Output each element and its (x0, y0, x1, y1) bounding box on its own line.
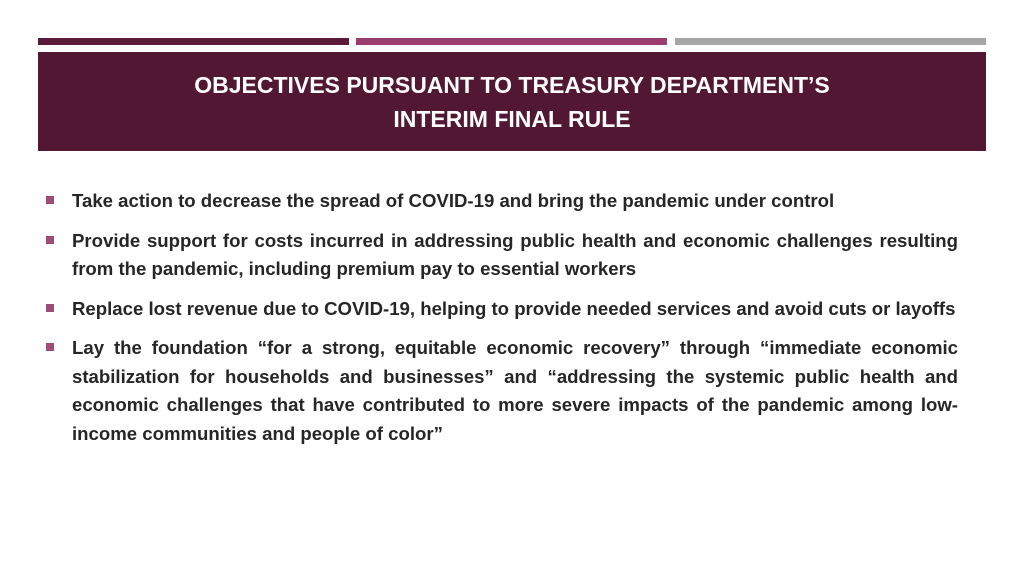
bullet-item (46, 227, 958, 284)
title-line-2: INTERIM FINAL RULE (393, 105, 631, 132)
title-band (38, 52, 986, 151)
title-line-1: OBJECTIVES PURSUANT TO TREASURY DEPARTMENT’S (194, 71, 830, 98)
bullet-item (46, 295, 958, 324)
bullet-text: Replace lost revenue due to COVID-19, helping to provide needed services and avoid cuts or layoffs (72, 297, 956, 319)
bullet-text: Take action to decrease the spread of COVID-19 and bring the pandemic under control (72, 190, 835, 211)
bullet-text: Lay the foundation “for a strong, equitable economic recovery” through “immediate economic stabilization for households and businesses” and “addressing the systemic public health and economic challenges that have contributed to more severe impacts of the pandemic among low-income communities and people of color” (72, 337, 958, 444)
square-bullet-icon (46, 236, 54, 244)
accent-bar-left (38, 38, 349, 45)
bullet-text: Provide support for costs incurred in addressing public health and economic challenges resulting from the pandemic, including premium pay to essential workers (72, 229, 958, 279)
bullet-item (46, 187, 958, 216)
accent-bar-right (675, 38, 986, 45)
square-bullet-icon (46, 343, 54, 351)
bullet-item (46, 334, 958, 448)
slide-title (162, 68, 862, 136)
bullet-list (46, 187, 958, 459)
accent-bar-middle (356, 38, 667, 45)
square-bullet-icon (46, 304, 54, 312)
square-bullet-icon (46, 196, 54, 204)
